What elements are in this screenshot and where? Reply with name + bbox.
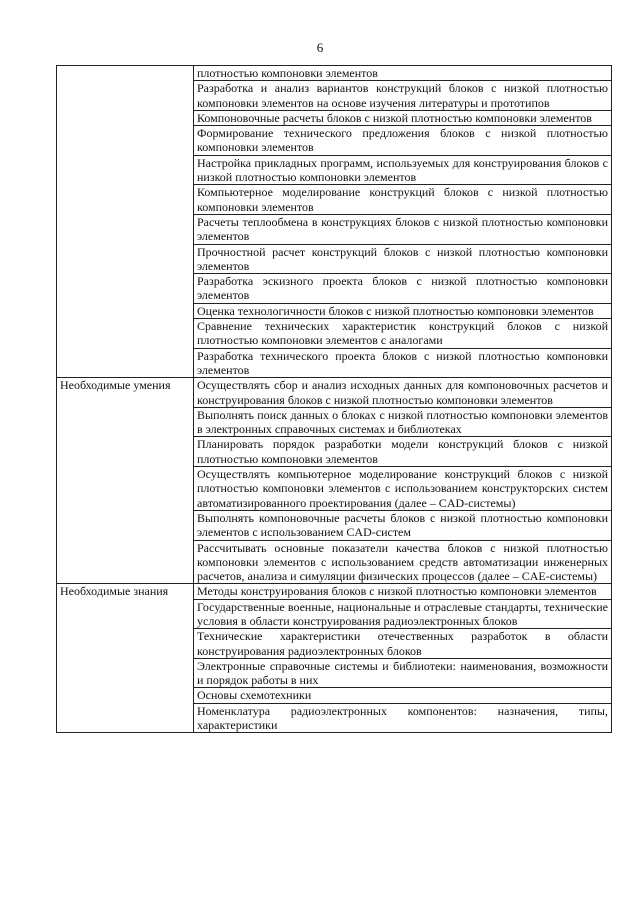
requirement-item: Разработка эскизного проекта блоков с низкой плотностью компоновки элементов bbox=[194, 274, 612, 304]
requirement-item: Номенклатура радиоэлектронных компонентов: назначения, типы, характеристики bbox=[194, 703, 612, 733]
requirement-item: Сравнение технических характеристик конструкций блоков с низкой плотностью компоновки элементов с аналогами bbox=[194, 319, 612, 349]
requirement-item: Прочностной расчет конструкций блоков с низкой плотностью компоновки элементов bbox=[194, 244, 612, 274]
table-row bbox=[57, 378, 612, 408]
section-label: Необходимые знания bbox=[57, 584, 194, 733]
requirement-item: Электронные справочные системы и библиотеки: наименования, возможности и порядок работы в них bbox=[194, 658, 612, 688]
requirements-table-body bbox=[57, 66, 612, 733]
requirement-item: Оценка технологичности блоков с низкой плотностью компоновки элементов bbox=[194, 303, 612, 318]
requirement-item: Настройка прикладных программ, используемых для конструирования блоков с низкой плотностью компоновки элементов bbox=[194, 155, 612, 185]
requirement-item: Компоновочные расчеты блоков с низкой плотностью компоновки элементов bbox=[194, 110, 612, 125]
requirement-item: Планировать порядок разработки модели конструкций блоков с низкой плотностью компоновки элементов bbox=[194, 437, 612, 467]
page-number: 6 bbox=[316, 40, 324, 55]
requirement-item: Выполнять компоновочные расчеты блоков с низкой плотностью компоновки элементов с использованием CAD-систем bbox=[194, 510, 612, 540]
requirement-item: плотностью компоновки элементов bbox=[194, 66, 612, 81]
requirement-item: Осуществлять компьютерное моделирование конструкций блоков с низкой плотностью компоновки элементов с использованием конструкторских систем автоматизированного проектирования (далее – CAD-системы) bbox=[194, 467, 612, 511]
requirement-item: Формирование технического предложения блоков с низкой плотностью компоновки элементов bbox=[194, 126, 612, 156]
table-row bbox=[57, 584, 612, 599]
requirement-item: Компьютерное моделирование конструкций блоков с низкой плотностью компоновки элементов bbox=[194, 185, 612, 215]
requirements-table bbox=[56, 65, 612, 733]
table-row bbox=[57, 66, 612, 81]
requirement-item: Основы схемотехники bbox=[194, 688, 612, 703]
requirement-item: Осуществлять сбор и анализ исходных данных для компоновочных расчетов и конструирования блоков с низкой плотностью компоновки элементов bbox=[194, 378, 612, 408]
requirement-item: Технические характеристики отечественных разработок в области конструирования радиоэлектронных блоков bbox=[194, 629, 612, 659]
requirement-item: Разработка и анализ вариантов конструкций блоков с низкой плотностью компоновки элементов на основе изучения литературы и прототипов bbox=[194, 81, 612, 111]
requirement-item: Расчеты теплообмена в конструкциях блоков с низкой плотностью компоновки элементов bbox=[194, 214, 612, 244]
requirement-item: Рассчитывать основные показатели качества блоков с низкой плотностью компоновки элементов с использованием средств автоматизации инженерных расчетов, анализа и симуляции физических процессов (далее – CAE-системы) bbox=[194, 540, 612, 584]
section-label: Необходимые умения bbox=[57, 378, 194, 584]
requirement-item: Выполнять поиск данных о блоках с низкой плотностью компоновки элементов в электронных справочных системах и библиотеках bbox=[194, 407, 612, 437]
section-label bbox=[57, 66, 194, 378]
requirement-item: Методы конструирования блоков с низкой плотностью компоновки элементов bbox=[194, 584, 612, 599]
requirement-item: Государственные военные, национальные и отраслевые стандарты, технические условия в области конструирования радиоэлектронных блоков bbox=[194, 599, 612, 629]
requirement-item: Разработка технического проекта блоков с низкой плотностью компоновки элементов bbox=[194, 348, 612, 378]
